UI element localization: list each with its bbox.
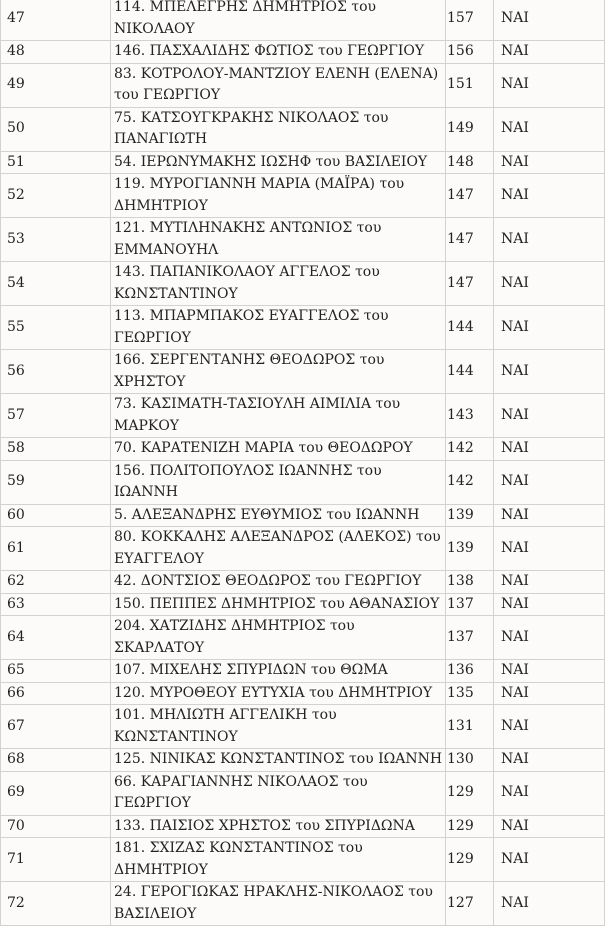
table-row	[1, 593, 605, 616]
candidate-name-cell: 204. ΧΑΤΖΙΔΗΣ ΔΗΜΗΤΡΙΟΣ του ΣΚΑΡΛΑΤΟΥ	[111, 616, 446, 660]
votes-cell: 157	[446, 0, 494, 41]
candidate-name-cell: 75. ΚΑΤΣΟΥΓΚΡΑΚΗΣ ΝΙΚΟΛΑΟΣ του ΠΑΝΑΓΙΩΤΗ	[111, 107, 446, 151]
table-row	[1, 41, 605, 64]
elected-cell: ΝΑΙ	[494, 218, 605, 262]
rank-cell: 59	[1, 460, 111, 504]
candidate-name-cell: 143. ΠΑΠΑΝΙΚΟΛΑΟΥ ΑΓΓΕΛΟΣ του ΚΩΝΣΤΑΝΤΙΝΟΥ	[111, 262, 446, 306]
votes-cell: 142	[446, 460, 494, 504]
candidate-name-cell: 166. ΣΕΡΓΕΝΤΑΝΗΣ ΘΕΟΔΩΡΟΣ του ΧΡΗΣΤΟΥ	[111, 350, 446, 394]
table-row	[1, 749, 605, 772]
table-row	[1, 771, 605, 815]
rank-cell: 64	[1, 616, 111, 660]
votes-cell: 127	[446, 882, 494, 926]
votes-cell: 139	[446, 527, 494, 571]
votes-cell: 148	[446, 151, 494, 174]
candidate-name-cell: 101. ΜΗΛΙΩΤΗ ΑΓΓΕΛΙΚΗ του ΚΩΝΣΤΑΝΤΙΝΟΥ	[111, 705, 446, 749]
table-row	[1, 616, 605, 660]
candidate-name-cell: 121. ΜΥΤΙΛΗΝΑΚΗΣ ΑΝΤΩΝΙΟΣ του ΕΜΜΑΝΟΥΗΛ	[111, 218, 446, 262]
table-row	[1, 838, 605, 882]
rank-cell: 69	[1, 771, 111, 815]
results-table-body	[1, 0, 605, 926]
elected-cell: ΝΑΙ	[494, 771, 605, 815]
votes-cell: 143	[446, 394, 494, 438]
votes-cell: 151	[446, 63, 494, 107]
candidate-name-cell: 42. ΔΟΝΤΣΙΟΣ ΘΕΟΔΩΡΟΣ του ΓΕΩΡΓΙΟΥ	[111, 571, 446, 594]
table-row	[1, 882, 605, 926]
table-row	[1, 262, 605, 306]
elected-cell: ΝΑΙ	[494, 705, 605, 749]
votes-cell: 139	[446, 504, 494, 527]
votes-cell: 147	[446, 174, 494, 218]
elected-cell: ΝΑΙ	[494, 616, 605, 660]
rank-cell: 52	[1, 174, 111, 218]
table-row	[1, 527, 605, 571]
rank-cell: 62	[1, 571, 111, 594]
votes-cell: 144	[446, 350, 494, 394]
rank-cell: 68	[1, 749, 111, 772]
candidate-name-cell: 150. ΠΕΠΠΕΣ ΔΗΜΗΤΡΙΟΣ του ΑΘΑΝΑΣΙΟΥ	[111, 593, 446, 616]
candidate-name-cell: 66. ΚΑΡΑΓΙΑΝΝΗΣ ΝΙΚΟΛΑΟΣ του ΓΕΩΡΓΙΟΥ	[111, 771, 446, 815]
elected-cell: ΝΑΙ	[494, 262, 605, 306]
rank-cell: 66	[1, 682, 111, 705]
elected-cell: ΝΑΙ	[494, 882, 605, 926]
rank-cell: 51	[1, 151, 111, 174]
rank-cell: 54	[1, 262, 111, 306]
candidate-name-cell: 113. ΜΠΑΡΜΠΑΚΟΣ ΕΥΑΓΓΕΛΟΣ του ΓΕΩΡΓΙΟΥ	[111, 306, 446, 350]
candidate-name-cell: 5. ΑΛΕΞΑΝΔΡΗΣ ΕΥΘΥΜΙΟΣ του ΙΩΑΝΝΗ	[111, 504, 446, 527]
elected-cell: ΝΑΙ	[494, 350, 605, 394]
elected-cell: ΝΑΙ	[494, 174, 605, 218]
votes-cell: 147	[446, 218, 494, 262]
elected-cell: ΝΑΙ	[494, 571, 605, 594]
table-row	[1, 705, 605, 749]
table-row	[1, 218, 605, 262]
table-row	[1, 660, 605, 683]
votes-cell: 144	[446, 306, 494, 350]
votes-cell: 147	[446, 262, 494, 306]
rank-cell: 47	[1, 0, 111, 41]
table-row	[1, 151, 605, 174]
elected-cell: ΝΑΙ	[494, 682, 605, 705]
table-row	[1, 350, 605, 394]
table-row	[1, 504, 605, 527]
elected-cell: ΝΑΙ	[494, 41, 605, 64]
votes-cell: 138	[446, 571, 494, 594]
votes-cell: 129	[446, 838, 494, 882]
rank-cell: 71	[1, 838, 111, 882]
elected-cell: ΝΑΙ	[494, 749, 605, 772]
rank-cell: 65	[1, 660, 111, 683]
rank-cell: 63	[1, 593, 111, 616]
table-row	[1, 682, 605, 705]
candidate-name-cell: 80. ΚΟΚΚΑΛΗΣ ΑΛΕΞΑΝΔΡΟΣ (ΑΛΕΚΟΣ) του ΕΥΑΓΓΕΛΟΥ	[111, 527, 446, 571]
candidate-name-cell: 181. ΣΧΙΖΑΣ ΚΩΝΣΤΑΝΤΙΝΟΣ του ΔΗΜΗΤΡΙΟΥ	[111, 838, 446, 882]
votes-cell: 135	[446, 682, 494, 705]
candidate-name-cell: 156. ΠΟΛΙΤΟΠΟΥΛΟΣ ΙΩΑΝΝΗΣ του ΙΩΑΝΝΗ	[111, 460, 446, 504]
elected-cell: ΝΑΙ	[494, 815, 605, 838]
rank-cell: 58	[1, 438, 111, 461]
rank-cell: 57	[1, 394, 111, 438]
rank-cell: 55	[1, 306, 111, 350]
table-row	[1, 438, 605, 461]
rank-cell: 49	[1, 63, 111, 107]
candidate-name-cell: 133. ΠΑΙΣΙΟΣ ΧΡΗΣΤΟΣ του ΣΠΥΡΙΔΩΝΑ	[111, 815, 446, 838]
elected-cell: ΝΑΙ	[494, 504, 605, 527]
rank-cell: 61	[1, 527, 111, 571]
rank-cell: 50	[1, 107, 111, 151]
elected-cell: ΝΑΙ	[494, 660, 605, 683]
candidate-name-cell: 120. ΜΥΡΟΘΕΟΥ ΕΥΤΥΧΙΑ του ΔΗΜΗΤΡΙΟΥ	[111, 682, 446, 705]
candidate-name-cell: 107. ΜΙΧΕΛΗΣ ΣΠΥΡΙΔΩΝ του ΘΩΜΑ	[111, 660, 446, 683]
table-row	[1, 815, 605, 838]
elected-cell: ΝΑΙ	[494, 593, 605, 616]
elected-cell: ΝΑΙ	[494, 527, 605, 571]
elected-cell: ΝΑΙ	[494, 838, 605, 882]
elected-cell: ΝΑΙ	[494, 151, 605, 174]
rank-cell: 70	[1, 815, 111, 838]
votes-cell: 131	[446, 705, 494, 749]
rank-cell: 60	[1, 504, 111, 527]
candidate-name-cell: 146. ΠΑΣΧΑΛΙΔΗΣ ΦΩΤΙΟΣ του ΓΕΩΡΓΙΟΥ	[111, 41, 446, 64]
candidate-name-cell: 83. ΚΟΤΡΟΛΟΥ-ΜΑΝΤΖΙΟΥ ΕΛΕΝΗ (ΕΛΕΝΑ) του ΓΕΩΡΓΙΟΥ	[111, 63, 446, 107]
table-row	[1, 460, 605, 504]
rank-cell: 48	[1, 41, 111, 64]
rank-cell: 53	[1, 218, 111, 262]
table-row	[1, 63, 605, 107]
votes-cell: 129	[446, 815, 494, 838]
elected-cell: ΝΑΙ	[494, 107, 605, 151]
votes-cell: 149	[446, 107, 494, 151]
votes-cell: 130	[446, 749, 494, 772]
rank-cell: 67	[1, 705, 111, 749]
elected-cell: ΝΑΙ	[494, 63, 605, 107]
votes-cell: 137	[446, 593, 494, 616]
rank-cell: 56	[1, 350, 111, 394]
elected-cell: ΝΑΙ	[494, 0, 605, 41]
candidate-name-cell: 114. ΜΠΕΛΕΓΡΗΣ ΔΗΜΗΤΡΙΟΣ του ΝΙΚΟΛΑΟΥ	[111, 0, 446, 41]
table-row	[1, 0, 605, 41]
candidate-name-cell: 24. ΓΕΡΟΓΙΩΚΑΣ ΗΡΑΚΛΗΣ-ΝΙΚΟΛΑΟΣ του ΒΑΣΙΛΕΙΟΥ	[111, 882, 446, 926]
table-row	[1, 571, 605, 594]
candidate-name-cell: 54. ΙΕΡΩΝΥΜΑΚΗΣ ΙΩΣΗΦ του ΒΑΣΙΛΕΙΟΥ	[111, 151, 446, 174]
elected-cell: ΝΑΙ	[494, 394, 605, 438]
votes-cell: 156	[446, 41, 494, 64]
table-row	[1, 107, 605, 151]
table-row	[1, 394, 605, 438]
votes-cell: 137	[446, 616, 494, 660]
candidate-name-cell: 125. ΝΙΝΙΚΑΣ ΚΩΝΣΤΑΝΤΙΝΟΣ του ΙΩΑΝΝΗ	[111, 749, 446, 772]
rank-cell: 72	[1, 882, 111, 926]
table-row	[1, 306, 605, 350]
elected-cell: ΝΑΙ	[494, 306, 605, 350]
candidate-name-cell: 70. ΚΑΡΑΤΕΝΙΖΗ ΜΑΡΙΑ του ΘΕΟΔΩΡΟΥ	[111, 438, 446, 461]
votes-cell: 142	[446, 438, 494, 461]
candidate-name-cell: 119. ΜΥΡΟΓΙΑΝΝΗ ΜΑΡΙΑ (ΜΑΪΡΑ) του ΔΗΜΗΤΡΙΟΥ	[111, 174, 446, 218]
votes-cell: 129	[446, 771, 494, 815]
elected-cell: ΝΑΙ	[494, 438, 605, 461]
votes-cell: 136	[446, 660, 494, 683]
table-row	[1, 174, 605, 218]
elected-cell: ΝΑΙ	[494, 460, 605, 504]
candidate-name-cell: 73. ΚΑΣΙΜΑΤΗ-ΤΑΣΙΟΥΛΗ ΑΙΜΙΛΙΑ του ΜΑΡΚΟΥ	[111, 394, 446, 438]
